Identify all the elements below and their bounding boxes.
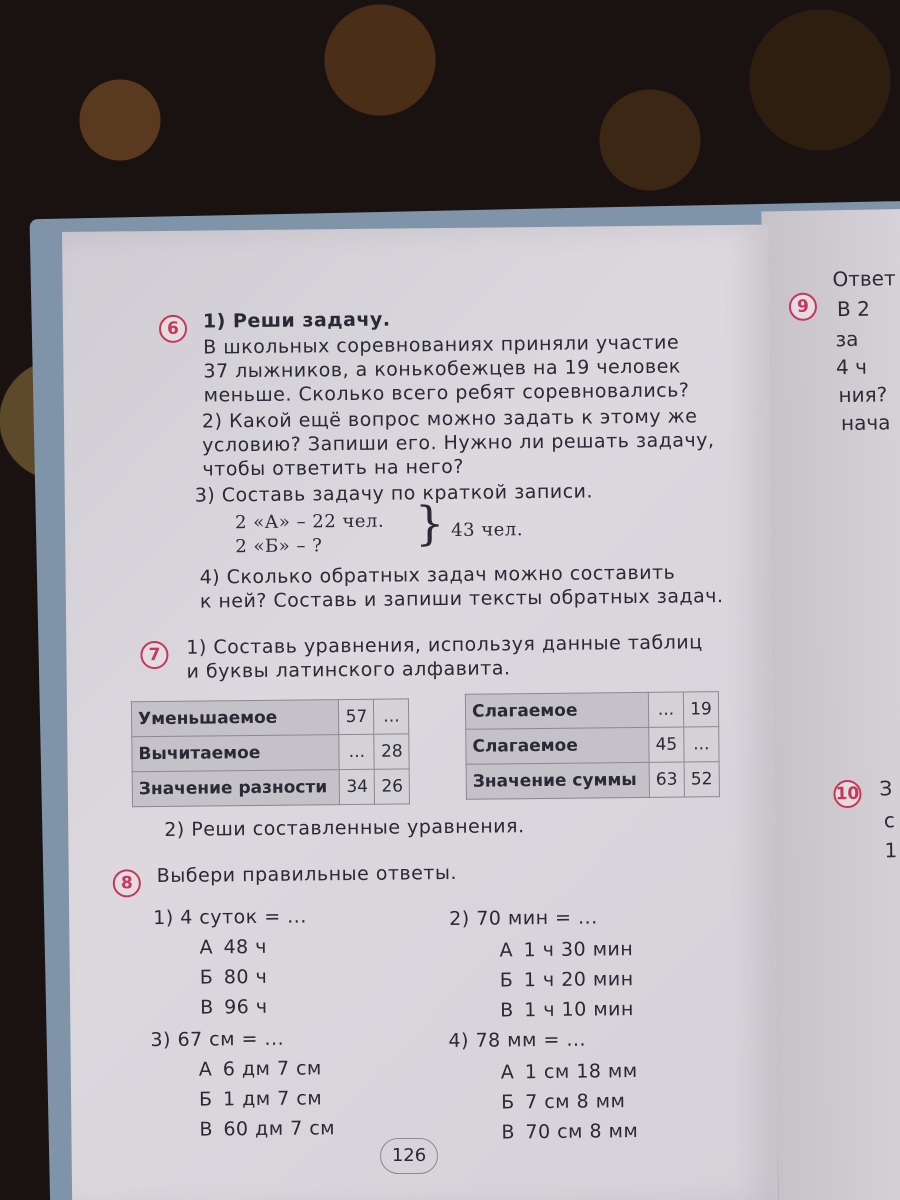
table-cell: 34 (340, 769, 375, 804)
right-page (761, 209, 900, 1200)
task-8-p3-option-a (199, 1057, 322, 1080)
table-row (132, 734, 410, 772)
task-6-q2-line: чтобы ответить на него? (202, 455, 464, 481)
right-page-line: В 2 (836, 296, 871, 322)
task-6-text-line: меньше. Сколько всего ребят соревновались? (203, 379, 690, 407)
option-letter: В (200, 996, 214, 1019)
option-letter: В (500, 999, 514, 1022)
option-letter: Б (199, 966, 214, 989)
task-8-p3-option-c (199, 1117, 335, 1140)
table-difference (131, 698, 410, 807)
task-6-q2-line: 2) Какой ещё вопрос можно задать к этому же (201, 405, 698, 433)
option-letter: В (199, 1118, 214, 1141)
option-letter: Б (198, 1088, 213, 1111)
option-text: 1 дм 7 см (222, 1087, 323, 1111)
right-page-line: 1 (884, 838, 898, 863)
table-cell: ... (339, 734, 374, 769)
task-8-p2-option-c (500, 998, 634, 1021)
task-8-p4-option-c (501, 1120, 638, 1143)
table-cell: Слагаемое (465, 692, 648, 729)
task-8-p2-option-b (500, 968, 634, 991)
option-text: 96 ч (224, 995, 268, 1019)
option-text: 7 см 8 мм (525, 1090, 626, 1114)
left-page (62, 225, 778, 1200)
task-8-p2-option-a (499, 938, 633, 961)
right-page-line: З (879, 776, 893, 801)
task-8-p4-option-a (501, 1060, 638, 1083)
task-6-text-line: В школьных соревнованиях приняли участие (203, 331, 680, 359)
table-cell: 28 (374, 734, 409, 769)
right-page-line: нача (840, 410, 891, 436)
table-cell: Вычитаемое (132, 735, 340, 772)
table-cell: Значение суммы (466, 762, 649, 799)
option-letter: В (501, 1121, 516, 1144)
table-cell: Слагаемое (466, 727, 649, 764)
option-letter: А (198, 1058, 213, 1081)
option-text: 1 ч 20 мин (523, 968, 634, 992)
table-cell: Уменьшаемое (131, 700, 339, 737)
table-row (132, 769, 410, 807)
task-8-p4-question: 4) 78 мм = ... (448, 1028, 587, 1052)
table-cell: Значение разности (132, 770, 340, 807)
table-cell: ... (374, 699, 409, 734)
task-8-p2-question: 2) 70 мин = ... (449, 906, 598, 930)
task-6-q2-line: условию? Запиши его. Нужно ли решать задачу, (202, 429, 715, 457)
table-cell: ... (684, 727, 719, 762)
table-cell: 63 (649, 762, 684, 797)
option-text: 1 ч 30 мин (523, 938, 634, 962)
short-record-total: 43 чел. (451, 519, 524, 541)
task-8-p3-question: 3) 67 см = ... (150, 1027, 285, 1052)
task-6-q4-line: к ней? Составь и запиши тексты обратных задач. (199, 585, 724, 613)
option-letter: А (499, 939, 514, 962)
right-page-line: Ответ (832, 266, 896, 292)
table-cell: ... (648, 692, 683, 727)
option-letter: А (500, 1061, 515, 1084)
task-8-p3-option-b (199, 1087, 322, 1110)
task-6-text-line: 37 лыжников, а конькобежцев на 19 человек (203, 355, 681, 383)
task-8-p1-option-a (199, 936, 267, 959)
task-6-q1: 1) Реши задачу. (202, 308, 391, 333)
task-8-p4-option-b (501, 1090, 625, 1113)
table-row (466, 762, 719, 800)
right-page-line: ния? (838, 382, 888, 408)
task-9-number: 9 (789, 293, 817, 321)
task-10-number: 10 (833, 780, 861, 808)
task-8-title: Выбери правильные ответы. (156, 861, 458, 888)
table-row (465, 692, 718, 730)
task-6-q3: 3) Составь задачу по краткой записи. (194, 480, 594, 507)
option-letter: Б (499, 969, 514, 992)
table-row (131, 699, 409, 737)
table-cell: 19 (683, 692, 718, 727)
table-cell: 45 (649, 727, 684, 762)
right-page-line: 4 ч (835, 354, 868, 380)
option-text: 48 ч (223, 935, 268, 959)
option-text: 70 см 8 мм (525, 1120, 639, 1144)
right-page-line: с (883, 808, 896, 833)
task-8-p1-option-c (200, 996, 268, 1019)
task-7-number: 7 (140, 641, 168, 669)
option-text: 1 ч 10 мин (524, 998, 635, 1022)
short-record-line-1: 2 «А» – 22 чел. (234, 510, 385, 534)
option-text: 1 см 18 мм (524, 1060, 638, 1084)
right-page-line: за (835, 326, 859, 352)
table-cell: 26 (375, 769, 410, 804)
short-record-line-2: 2 «Б» – ? (235, 535, 323, 558)
curly-brace: } (414, 496, 445, 551)
task-8-p1-option-b (200, 966, 268, 989)
option-text: 6 дм 7 см (222, 1057, 322, 1081)
task-6-number: 6 (159, 315, 187, 343)
task-8-number: 8 (113, 869, 141, 897)
task-7-q2: 2) Реши составленные уравнения. (164, 815, 525, 841)
table-sum (465, 691, 720, 800)
task-7-q1-line: 1) Составь уравнения, используя данные таблиц (186, 631, 703, 659)
option-text: 60 дм 7 см (223, 1117, 336, 1141)
option-letter: А (199, 936, 214, 959)
task-6-q4-line: 4) Сколько обратных задач можно составить (199, 561, 676, 589)
task-7-q1-line: и буквы латинского алфавита. (186, 657, 511, 683)
option-text: 80 ч (223, 965, 268, 989)
page-number: 126 (380, 1138, 438, 1174)
table-cell: 52 (684, 762, 719, 797)
table-cell: 57 (339, 699, 374, 734)
task-8-p1-question: 1) 4 суток = ... (153, 905, 307, 930)
option-letter: Б (501, 1091, 515, 1114)
table-row (466, 727, 719, 765)
